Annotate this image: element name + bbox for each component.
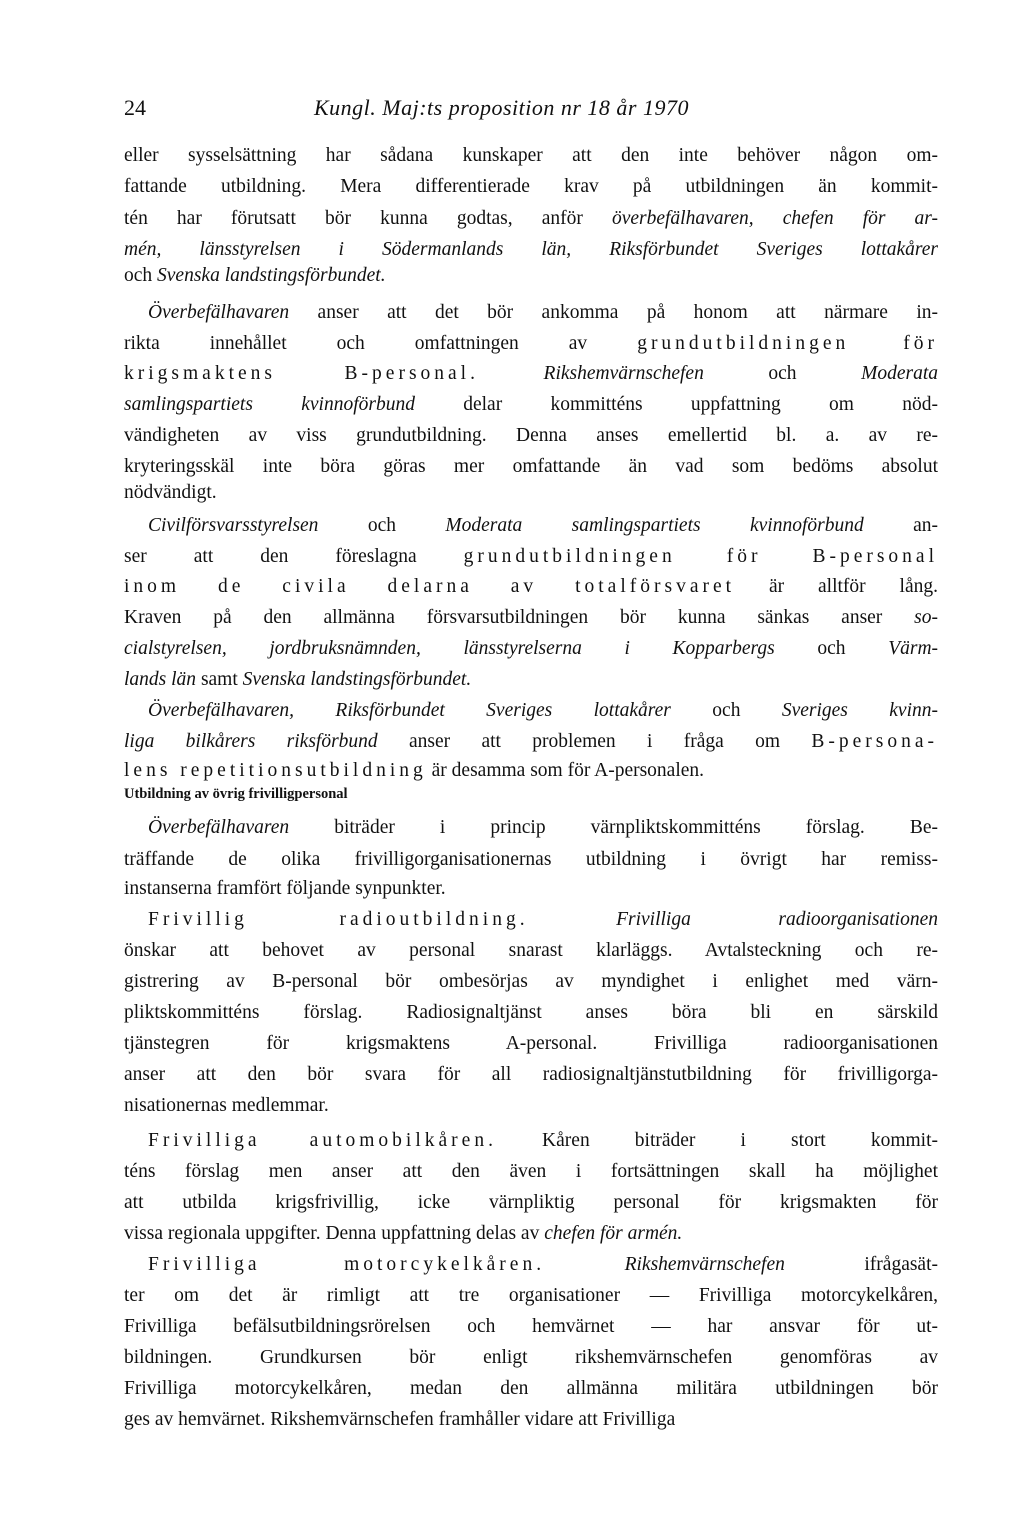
text-run: och [318, 515, 446, 536]
text-run: och [703, 363, 862, 384]
text-run: ges av hemvärnet. Rikshemvärnschefen framhåller vidare att Frivilliga [124, 1409, 676, 1430]
text-line [148, 812, 938, 843]
text-run: nödvändigt. [124, 482, 217, 503]
text-line [124, 844, 938, 875]
text-line [124, 571, 938, 602]
text-run: Kraven på den allmänna försvarsutbildningen bör kunna sänkas anser [124, 607, 915, 628]
text-run: vändigheten av viss grundutbildning. Denna anses emellertid bl. a. av re- [124, 425, 938, 446]
text-run: liga bilkårers riksförbund [124, 731, 378, 752]
text-run: grundutbildningen för B-personal [463, 546, 939, 567]
text-line [124, 664, 938, 695]
text-line [148, 904, 938, 935]
text-run: grundutbildningen för [637, 333, 938, 354]
text-line [124, 1090, 938, 1121]
text-line [124, 1218, 938, 1249]
text-run: Överbefälhavaren [148, 817, 290, 838]
text-run: Värm- [888, 638, 939, 659]
text-line [148, 695, 938, 726]
text-run: delar kommitténs uppfattning om nöd- [414, 394, 938, 415]
text-line [124, 1311, 938, 1342]
text-line [124, 260, 938, 291]
text-line [124, 171, 938, 202]
text-run: Kåren biträder i stort kommit- [496, 1130, 938, 1151]
text-run: tén har förutsatt bör kunna godtas, anför [124, 208, 612, 229]
text-run: Svenska landstingsförbundet. [157, 265, 386, 286]
text-line [148, 1125, 938, 1156]
text-run: och [670, 700, 782, 721]
text-run: vissa regionala uppgifter. Denna uppfattning delas av [124, 1223, 545, 1244]
text-run: Moderata samlingspartiets kvinnoförbund [445, 515, 864, 536]
text-line [124, 602, 938, 633]
page-number: 24 [124, 95, 146, 120]
text-run: anser att problemen i fråga om [377, 731, 812, 752]
text-run: chefen för armén. [544, 1223, 683, 1244]
text-run: samt [196, 669, 243, 690]
text-run: överbefälhavaren, chefen för ar- [611, 208, 938, 229]
text-line [124, 420, 938, 451]
text-line [124, 140, 938, 171]
text-run: Sveriges kvinn- [781, 700, 938, 721]
text-line [124, 1156, 938, 1187]
text-run: krigsmaktens B-personal. [124, 363, 479, 384]
text-run: kryteringsskäl inte böra göras mer omfattande än vad som bedöms absolut [124, 456, 938, 477]
text-run: bildningen. Grundkursen bör enligt rikshemvärnschefen genomföras av [124, 1347, 938, 1368]
text-run: samlingspartiets kvinnoförbund [124, 394, 415, 415]
text-line [124, 935, 938, 966]
text-line [124, 1280, 938, 1311]
text-run [479, 363, 544, 384]
text-run: är alltför lång. [735, 576, 938, 597]
text-run [545, 1254, 625, 1275]
text-run: anser att den bör svara för all radiosignaltjänstutbildning för frivilligorga- [124, 1064, 938, 1085]
text-run: Frivilliga automobilkåren. [148, 1130, 497, 1151]
running-title: Kungl. Maj:ts proposition nr 18 år 1970 [314, 95, 689, 120]
text-run: och [124, 265, 158, 286]
text-run: téns förslag men anser att den även i fortsättningen skall ha möjlighet [124, 1161, 938, 1182]
text-run: pliktskommitténs förslag. Radiosignaltjänst anses böra bli en särskild [124, 1002, 938, 1023]
text-run: lands län [124, 669, 197, 690]
text-run: Rikshemvärnschefen [543, 363, 704, 384]
text-run: är desamma som för A-personalen. [426, 760, 705, 781]
text-run: nisationernas medlemmar. [124, 1095, 329, 1116]
text-run: att utbilda krigsfrivillig, icke värnpliktig personal för krigsmakten för [124, 1192, 938, 1213]
text-line [124, 1404, 938, 1435]
text-run: cialstyrelsen, jordbruksnämnden, länsstyrelserna i Kopparbergs [124, 638, 775, 659]
text-run: Moderata [861, 363, 939, 384]
text-line [124, 1028, 938, 1059]
text-run: Frivilliga radioorganisationen [616, 909, 938, 930]
text-run: B-persona- [811, 731, 939, 752]
text-line [124, 1059, 938, 1090]
text-run: Civilförsvarsstyrelsen [148, 515, 319, 536]
text-run: Frivilliga motorcykelkåren. [148, 1254, 546, 1275]
text-line [124, 1187, 938, 1218]
text-line [124, 633, 938, 664]
text-line [148, 297, 938, 328]
text-run: Överbefälhavaren [148, 302, 290, 323]
text-line [124, 358, 938, 389]
text-line [124, 755, 938, 786]
text-line [124, 997, 938, 1028]
text-run: tjänstegren för krigsmaktens A-personal. Frivilliga radioorganisationen [124, 1033, 938, 1054]
text-run: rikta innehållet och omfattningen av [124, 333, 638, 354]
text-run: ser att den föreslagna [124, 546, 464, 567]
text-line [124, 966, 938, 997]
text-run: mén, länsstyrelsen i Södermanlands län, Riksförbundet Sveriges lottakårer [124, 239, 938, 260]
text-run: Frivilliga motorcykelkåren, medan den allmänna militära utbildningen bör [124, 1378, 938, 1399]
text-line [124, 477, 938, 508]
text-line [124, 1373, 938, 1404]
text-run: Överbefälhavaren, Riksförbundet Sveriges lottakårer [148, 700, 671, 721]
text-line [124, 1342, 938, 1373]
text-run: gistrering av B-personal bör ombesörjas av myndighet i enlighet med värn- [124, 971, 938, 992]
text-run: lens repetitionsutbildning [124, 760, 427, 781]
text-run: Frivilliga befälsutbildningsrörelsen och hemvärnet — har ansvar för ut- [124, 1316, 938, 1337]
text-run: ter om det är rimligt att tre organisationer — Frivilliga motorcykelkåren, [124, 1285, 938, 1306]
text-line [124, 726, 938, 757]
text-run: träffande de olika frivilligorganisationernas utbildning i övrigt har remiss- [124, 849, 938, 870]
text-run: Frivillig radioutbildning. [148, 909, 529, 930]
text-run: önskar att behovet av personal snarast klarläggs. Avtalsteckning och re- [124, 940, 938, 961]
text-run: an- [863, 515, 939, 536]
text-run: eller sysselsättning har sådana kunskaper att den inte behöver någon om- [124, 145, 938, 166]
text-run: instanserna framfört följande synpunkter. [124, 878, 446, 899]
section-heading: Utbildning av övrig frivilligpersonal [124, 786, 348, 802]
text-run: biträder i princip värnpliktskommitténs förslag. Be- [289, 817, 938, 838]
text-line [124, 328, 938, 359]
text-run: anser att det bör ankomma på honom att närmare in- [289, 302, 938, 323]
text-line [124, 541, 938, 572]
text-run: inom de civila delarna av totalförsvaret [124, 576, 736, 597]
text-run [529, 909, 617, 930]
text-run: so- [914, 607, 938, 628]
text-line [148, 510, 938, 541]
text-run: Rikshemvärnschefen [624, 1254, 785, 1275]
text-run: fattande utbildning. Mera differentierade krav på utbildningen än kommit- [124, 176, 938, 197]
text-line [148, 1249, 938, 1280]
text-run: Svenska landstingsförbundet. [242, 669, 472, 690]
text-run: och [774, 638, 889, 659]
text-run: ifrågasät- [784, 1254, 939, 1275]
text-line [124, 203, 938, 234]
text-line [124, 389, 938, 420]
page-header [124, 95, 944, 125]
text-line [124, 873, 938, 904]
